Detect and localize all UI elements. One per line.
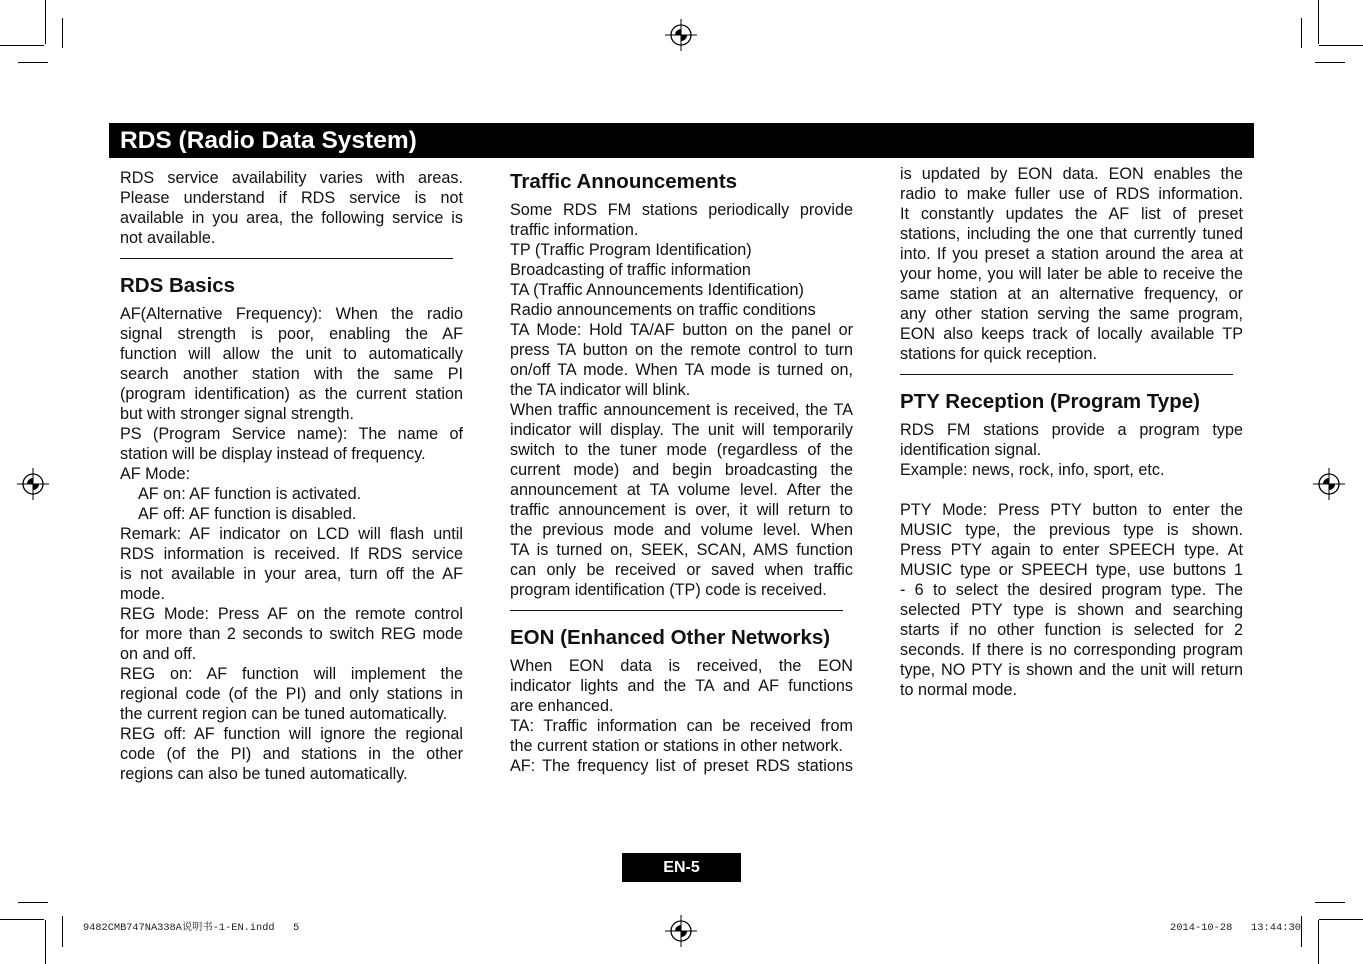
text-line: current mode) and begin broadcasting the [510, 461, 853, 479]
crop-mark [1318, 920, 1319, 964]
paragraph [510, 656, 853, 716]
paragraph [510, 240, 853, 260]
text-line: the current station or stations in other network. [510, 737, 843, 755]
text-line: REG on: AF function will implement the [120, 665, 463, 683]
text-line: Radio announcements on traffic conditions [510, 301, 816, 319]
text-line: your home, you will later be able to receive the [900, 265, 1243, 283]
text-line: Press PTY again to enter SPEECH type. At [900, 541, 1243, 559]
paragraph [120, 304, 463, 424]
paragraph [510, 320, 853, 400]
text-line: EON also keeps track of locally available TP [900, 325, 1243, 343]
column-1 [120, 168, 463, 784]
text-line: (program identification) as the current station [120, 385, 463, 403]
text-line: the previous mode and volume level. When [510, 521, 853, 539]
section-heading: Traffic Announcements [510, 170, 738, 193]
text-line: regions can also be tuned automatically. [120, 765, 408, 783]
paragraph [120, 424, 463, 464]
registration-mark-icon [663, 913, 699, 949]
paragraph [510, 260, 853, 280]
text-line: regional code (of the PI) and only stations in [120, 685, 463, 703]
text-line: not available. [120, 229, 216, 247]
text-line: AF Mode: [120, 465, 191, 483]
text-line: press TA button on the remote control to turn [510, 341, 853, 359]
column-2 [510, 164, 853, 776]
blank-line [900, 480, 1243, 500]
text-line: AF(Alternative Frequency): When the radio [120, 305, 463, 323]
crop-mark [18, 62, 48, 63]
crop-mark [45, 0, 46, 44]
text-line: traffic information. [510, 221, 639, 239]
paragraph [510, 716, 853, 756]
text-line: for more than 2 seconds to switch REG mode [120, 625, 463, 643]
registration-mark-icon [1311, 466, 1347, 502]
crop-mark [1319, 919, 1363, 920]
section-heading: RDS Basics [120, 274, 236, 297]
crop-mark [1319, 45, 1363, 46]
sub-item: AF off: AF function is disabled. [138, 505, 357, 523]
text-line: identification signal. [900, 441, 1042, 459]
paragraph [120, 168, 463, 248]
text-line: indicator lights and the TA and AF functions [510, 677, 853, 695]
text-line: AF: The frequency list of preset RDS stations [510, 757, 853, 775]
text-line: PS (Program Service name): The name of [120, 425, 463, 443]
paragraph [510, 300, 853, 320]
paragraph [120, 724, 463, 784]
text-line: Broadcasting of traffic information [510, 261, 751, 279]
text-line: mode. [120, 585, 165, 603]
crop-mark [62, 18, 63, 48]
sub-item-list [120, 484, 463, 524]
text-line: seconds. If there is no corresponding program [900, 641, 1243, 659]
text-line: TP (Traffic Program Identification) [510, 241, 752, 259]
page-number: EN-5 [622, 853, 741, 882]
text-line: stations for quick reception. [900, 345, 1098, 363]
paragraph [120, 604, 463, 664]
text-line: but with stronger signal strength. [120, 405, 354, 423]
text-line: Example: news, rock, info, sport, etc. [900, 461, 1165, 479]
text-line: TA (Traffic Announcements Identification) [510, 281, 804, 299]
crop-mark [0, 919, 44, 920]
text-line: into. If you preset a station around the area at [900, 245, 1243, 263]
text-line: switch to the tuner mode (regardless of the [510, 441, 853, 459]
text-line: starts if no other function is selected for 2 [900, 621, 1243, 639]
print-file-slug: 9482CMB747NA338A说明书-1-EN.indd 5 [83, 922, 300, 934]
text-line: is updated by EON data. EON enables the [900, 165, 1243, 183]
text-line: code (of the PI) and stations in the other [120, 745, 463, 763]
section-title-bar [109, 123, 1254, 158]
crop-mark [1301, 18, 1302, 48]
text-line: on and off. [120, 645, 197, 663]
text-line: MUSIC type, the previous type is shown. [900, 521, 1243, 539]
paragraph [510, 400, 853, 600]
paragraph [510, 756, 853, 776]
text-line: TA Mode: Hold TA/AF button on the panel or [510, 321, 853, 339]
section-heading: EON (Enhanced Other Networks) [510, 626, 831, 649]
text-line: indicator will display. The unit will temporarily [510, 421, 853, 439]
text-line: program identification (TP) code is received. [510, 581, 827, 599]
crop-mark [0, 45, 44, 46]
section-divider [510, 600, 853, 620]
text-line: TA is turned on, SEEK, SCAN, AMS function [510, 541, 853, 559]
text-line: Remark: AF indicator on LCD will flash until [120, 525, 463, 543]
section-divider [120, 248, 463, 268]
text-line: RDS FM stations provide a program type [900, 421, 1243, 439]
text-line: the current region can be tuned automatically. [120, 705, 448, 723]
text-line: type, NO PTY is shown and the unit will return [900, 661, 1243, 679]
text-line: is not available in your area, turn off the AF [120, 565, 463, 583]
text-line: RDS service availability varies with areas. [120, 169, 463, 187]
section-divider [900, 364, 1243, 384]
text-line: REG off: AF function will ignore the regional [120, 725, 463, 743]
column-3 [900, 164, 1243, 700]
text-line: radio to make fuller use of RDS information. [900, 185, 1243, 203]
text-line: When EON data is received, the EON [510, 657, 853, 675]
text-line: When traffic announcement is received, the TA [510, 401, 853, 419]
text-line: TA: Traffic information can be received from [510, 717, 853, 735]
section-heading: PTY Reception (Program Type) [900, 390, 1200, 413]
text-line: selected PTY type is shown and searching [900, 601, 1243, 619]
crop-mark [1301, 916, 1302, 947]
text-line: Please understand if RDS service is not [120, 189, 463, 207]
registration-mark-icon [15, 466, 51, 502]
text-line: MUSIC type or SPEECH type, use buttons 1 [900, 561, 1243, 579]
crop-mark [18, 902, 48, 903]
text-line: station will be display instead of frequency. [120, 445, 426, 463]
crop-mark [1315, 62, 1345, 63]
text-line: on/off TA mode. When TA mode is turned on, [510, 361, 853, 379]
text-line: are enhanced. [510, 697, 614, 715]
text-line: REG Mode: Press AF on the remote control [120, 605, 463, 623]
registration-mark-icon [663, 17, 699, 53]
print-timestamp: 2014-10-28 13:44:30 [1170, 922, 1301, 934]
page-title: RDS (Radio Data System) [120, 127, 417, 154]
text-line: to normal mode. [900, 681, 1017, 699]
paragraph [900, 500, 1243, 700]
text-line: can only be received or saved when traffic [510, 561, 853, 579]
crop-mark [1318, 0, 1319, 44]
text-line: traffic announcement is over, it will return to [510, 501, 853, 519]
paragraph [120, 464, 463, 484]
paragraph [900, 460, 1243, 480]
text-line: function will allow the unit to automatically [120, 345, 463, 363]
text-line: any other station serving the same program, [900, 305, 1243, 323]
paragraph [900, 164, 1243, 364]
text-line: RDS information is received. If RDS service [120, 545, 463, 563]
text-line: search another station with the same PI [120, 365, 463, 383]
text-line: It constantly updates the AF list of preset [900, 205, 1243, 223]
text-line: stations, including the one that currently tuned [900, 225, 1243, 243]
text-line: Some RDS FM stations periodically provide [510, 201, 853, 219]
sub-item: AF on: AF function is activated. [138, 485, 362, 503]
paragraph [900, 420, 1243, 460]
paragraph [510, 280, 853, 300]
crop-mark [62, 916, 63, 947]
text-line: available in you area, the following service is [120, 209, 463, 227]
text-line: - 6 to select the desired program type. The [900, 581, 1243, 599]
crop-mark [45, 920, 46, 964]
text-line: signal strength is poor, enabling the AF [120, 325, 463, 343]
text-line: announcement at TA volume level. After the [510, 481, 853, 499]
paragraph [510, 200, 853, 240]
text-line: same station at an alternative frequency, or [900, 285, 1243, 303]
paragraph [120, 524, 463, 604]
text-line: the TA indicator will blink. [510, 381, 691, 399]
text-line: PTY Mode: Press PTY button to enter the [900, 501, 1243, 519]
crop-mark [1315, 902, 1345, 903]
paragraph [120, 664, 463, 724]
